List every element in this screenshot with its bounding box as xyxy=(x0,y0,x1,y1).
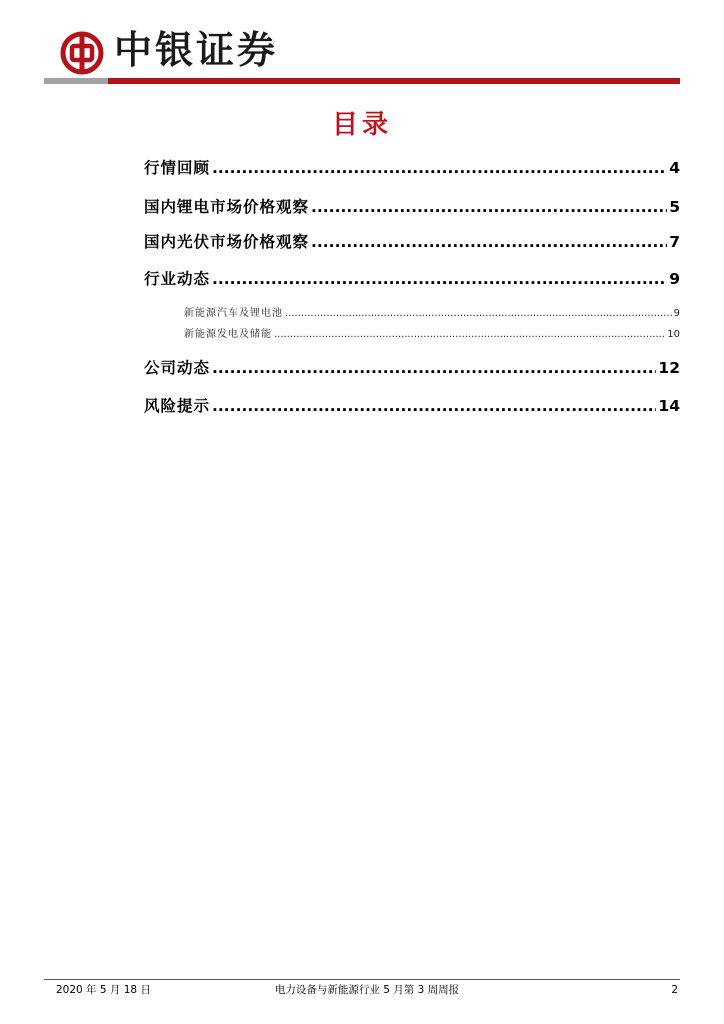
toc-leader-dots xyxy=(274,327,665,343)
toc-entry-page: 9 xyxy=(669,270,680,288)
bank-of-china-logo-icon xyxy=(60,31,104,75)
footer-date: 2020 年 5 月 18 日 xyxy=(56,984,151,996)
toc-subentry[interactable] xyxy=(184,306,680,322)
toc-entry-page: 7 xyxy=(669,233,680,251)
toc-entry-page: 12 xyxy=(658,359,680,377)
page-header xyxy=(0,0,724,90)
toc-entry-label: 风险提示 xyxy=(144,397,211,415)
header-rule-gray xyxy=(44,78,108,84)
toc-title: 目录 xyxy=(331,110,392,140)
footer-page-number: 2 xyxy=(671,984,678,996)
toc-leader-dots xyxy=(212,395,656,417)
toc-leader-dots xyxy=(311,196,667,218)
toc-entry-page: 9 xyxy=(673,308,680,319)
toc-entry-page: 10 xyxy=(667,329,680,340)
toc-leader-dots xyxy=(311,231,667,253)
toc-leader-dots xyxy=(212,157,667,179)
toc-entry-label: 新能源发电及储能 xyxy=(184,329,272,340)
footer-rule xyxy=(44,979,680,980)
toc-entry[interactable] xyxy=(144,196,680,218)
toc-entry-page: 4 xyxy=(669,159,680,177)
toc-entry[interactable] xyxy=(144,157,680,179)
toc-entry-page: 14 xyxy=(658,397,680,415)
toc-entry[interactable] xyxy=(144,231,680,253)
toc-entry[interactable] xyxy=(144,357,680,379)
toc-entry-label: 国内光伏市场价格观察 xyxy=(144,233,310,251)
toc-entry-label: 国内锂电市场价格观察 xyxy=(144,198,310,216)
toc-entry-label: 新能源汽车及锂电池 xyxy=(184,308,283,319)
toc-entry[interactable] xyxy=(144,268,680,290)
page-footer xyxy=(56,982,678,998)
toc-leader-dots xyxy=(285,306,672,322)
toc-subentry[interactable] xyxy=(184,327,680,343)
toc-entry-label: 公司动态 xyxy=(144,359,211,377)
toc-leader-dots xyxy=(212,268,667,290)
toc-entry[interactable] xyxy=(144,395,680,417)
toc-leader-dots xyxy=(212,357,656,379)
toc-entry-label: 行情回顾 xyxy=(144,159,211,177)
brand-name: 中银证券 xyxy=(114,27,279,72)
header-rule-red xyxy=(108,78,680,84)
toc-entry-page: 5 xyxy=(669,198,680,216)
toc-entry-label: 行业动态 xyxy=(144,270,211,288)
footer-report-title: 电力设备与新能源行业 5 月第 3 周周报 xyxy=(274,984,460,996)
